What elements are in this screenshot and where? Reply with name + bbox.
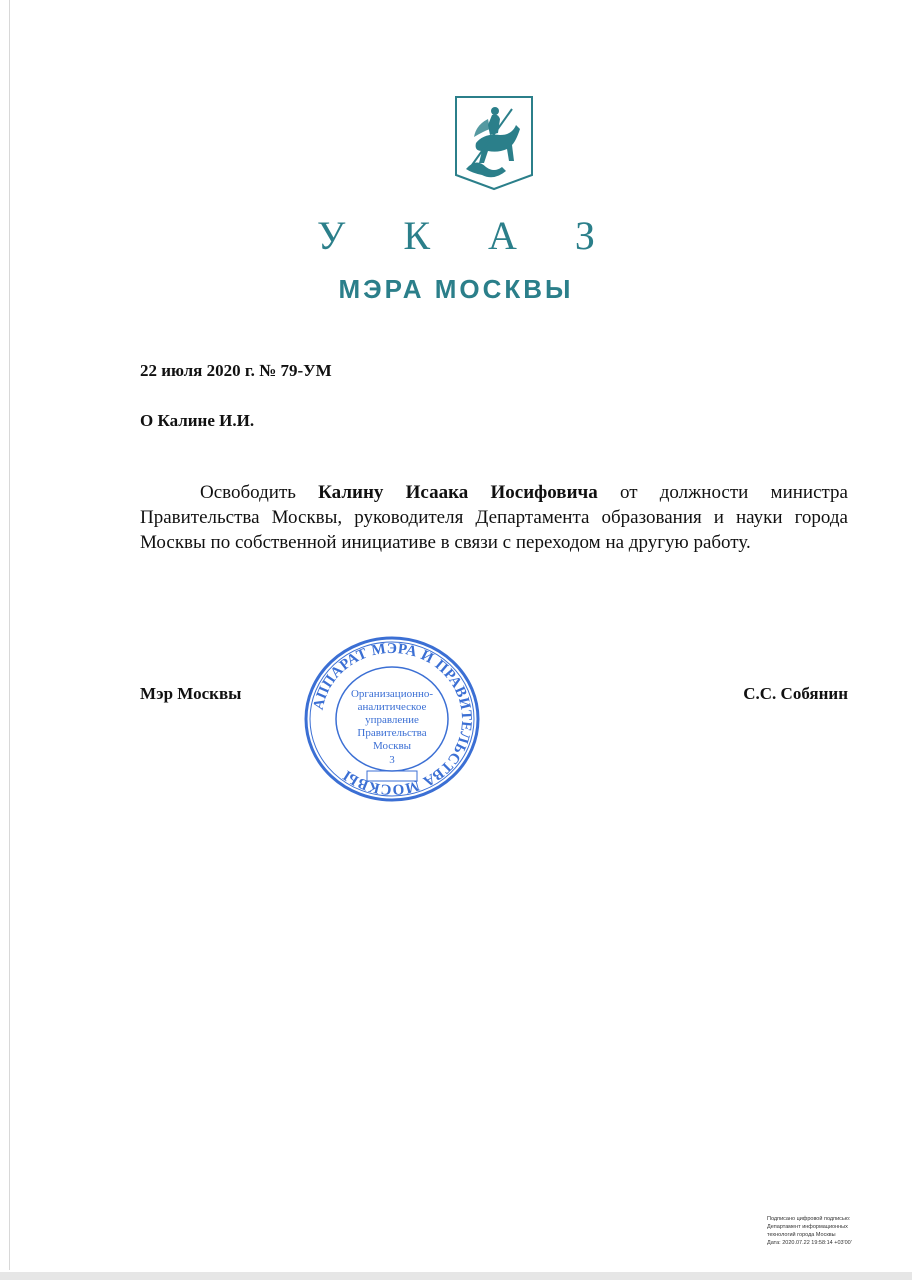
decree-body [140, 480, 848, 555]
official-stamp [301, 633, 483, 805]
decree-body-name: Калину Исаака Иосифовича [318, 482, 598, 503]
stamp-ring-text: АППАРАТ МЭРА И ПРАВИТЕЛЬСТВА МОСКВЫ [310, 640, 475, 798]
stamp-line-1: Организационно- [350, 688, 434, 700]
digital-signature-note [767, 1215, 907, 1247]
stamp-line-6: 3 [389, 754, 395, 766]
stamp-line-2: аналитическое [357, 701, 427, 713]
digital-signature-line: Подписано цифровой подписью: [767, 1216, 851, 1222]
stamp-line-3: управление [365, 714, 419, 726]
stamp-line-5: Москвы [372, 740, 412, 752]
document-subtitle: МЭРА МОСКВЫ [338, 274, 574, 304]
digital-signature-line: Департамент информационных [767, 1224, 848, 1230]
signatory-name: С.С. Собянин [743, 684, 848, 703]
page-edge [9, 0, 10, 1270]
digital-signature-line: Дата: 2020.07.22 19:58:14 +03'00' [767, 1240, 852, 1246]
stamp-line-4: Правительства [357, 727, 427, 739]
decree-subject: О Калине И.И. [140, 411, 255, 430]
moscow-coat-of-arms-icon [454, 95, 534, 191]
signatory-position: Мэр Москвы [140, 684, 242, 703]
decree-body-lead: Освободить [200, 482, 319, 503]
decree-date-number: 22 июля 2020 г. № 79-УМ [140, 361, 332, 380]
page-bottom-edge [0, 1272, 912, 1280]
digital-signature-line: технологий города Москвы [767, 1232, 836, 1238]
decree-body-rest: от должности министра Правительства Москвы, руководителя Департамента образования и науки города Москвы по собственной инициативе в связи с переходом на другую работу. [140, 482, 848, 553]
document-title: У К А З [317, 213, 619, 258]
